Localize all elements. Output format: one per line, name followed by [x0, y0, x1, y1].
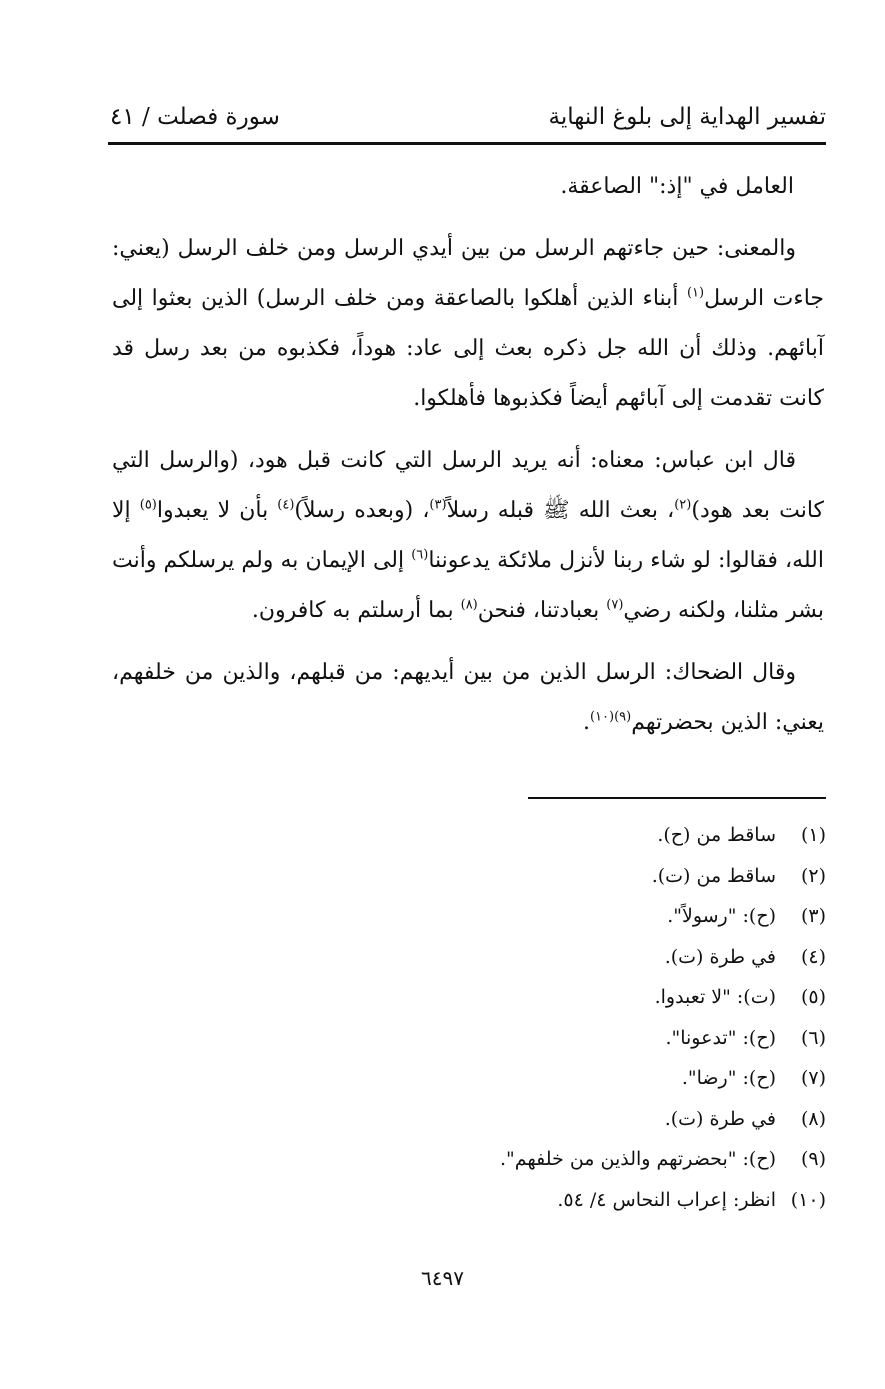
footnote-text: في طرة (ت). [664, 945, 776, 968]
footnote-item [300, 1018, 826, 1059]
footnote-text: في طرة (ت). [664, 1107, 776, 1130]
footnote-item [300, 896, 826, 937]
footnote-number: (٧) [800, 1067, 826, 1089]
footnote-text: (ح): "بحضرتهم والذين من خلفهم". [499, 1148, 776, 1170]
footnote-text: (ح): "تدعونا". [665, 1026, 776, 1049]
footnote-ref-8[interactable]: (٨) [460, 597, 478, 613]
paragraph-4: وقال الضحاك: الرسل الذين من بين أيديهم: من قبلهم، والذين من خلفهم، يعني: الذين بحضرتهم$^{(٩)(١٠)}$. [112, 660, 824, 735]
footnote-ref-2[interactable]: (٢) [674, 497, 692, 513]
footnote-number: (٢) [800, 864, 826, 887]
paragraph-1: العامل في "إذ:" الصاعقة. [560, 174, 794, 199]
running-header [110, 100, 826, 140]
footnote-item [300, 856, 826, 897]
header-divider [108, 142, 826, 145]
footnote-text: ساقط من (ت). [651, 864, 776, 887]
footnote-text: ساقط من (ح). [657, 824, 776, 846]
footnote-number: (٣) [800, 905, 826, 927]
footnote-number: (٨) [800, 1107, 826, 1130]
page-number: ٦٤٩٧ [421, 1266, 464, 1290]
paragraph-2: والمعنى: حين جاءتهم الرسل من بين أيدي الرسل ومن خلف الرسل (يعني: جاءت الرسل$^{(١)}$ أبناء الذين أهلكوا بالصاعقة ومن خلف الرسل) الذين بعثوا إلى آبائهم. وذلك أن الله جل ذكره بعث إلى عاد: هوداً، فكذبوه من بعد رسل قد كانت تقدمت إلى آبائهم أيضاً فكذبوها فأهلكوا. [112, 236, 824, 411]
footnote-item [300, 1058, 826, 1099]
footnote-number: (٩) [800, 1148, 826, 1170]
footnote-number: (١٠) [790, 1188, 826, 1211]
footnote-number: (٥) [800, 986, 826, 1008]
paragraph-3: قال ابن عباس: معناه: أنه يريد الرسل التي كانت قبل هود، (والرسل التي كانت بعد هود)$^{(٢)}$، بعث الله ﷺ قبله رسلاً$^{(٣)}$، (وبعده رسلاً)$^{(٤)}$ بأن لا يعبدوا$^{(٥)}$ إلا الله، فقالوا: لو شاء ربنا لأنزل ملائكة يدعوننا$^{(٦)}$ إلى الإيمان به ولم يرسلكم وأنت بشر مثلنا، ولكنه رضي$^{(٧)}$ بعبادتنا، فنحن$^{(٨)}$ بما أرسلتم به كافرون. [112, 448, 825, 623]
footnote-divider [528, 797, 826, 799]
footnote-item [300, 1180, 826, 1221]
footnote-item [300, 937, 826, 978]
footnote-number: (١) [800, 824, 826, 846]
footnote-ref-7[interactable]: (٧) [606, 597, 624, 613]
footnote-item [300, 1099, 826, 1140]
footnote-ref-3[interactable]: (٣) [429, 497, 447, 513]
footnote-number: (٤) [800, 945, 826, 968]
footnote-ref-1[interactable]: (١) [686, 285, 705, 301]
footnote-text: (ت): "لا تعبدوا. [654, 986, 776, 1008]
footnote-ref-5[interactable]: (٥) [139, 497, 157, 513]
footnote-text: (ح): "رضا". [681, 1067, 776, 1089]
footnote-number: (٦) [800, 1026, 826, 1049]
main-text [112, 162, 824, 760]
footnote-item [300, 815, 826, 856]
footnote-ref-9[interactable]: (٩) [614, 709, 632, 725]
book-title: تفسير الهداية إلى بلوغ النهاية [548, 104, 826, 130]
footnote-ref-10[interactable]: (١٠) [589, 709, 615, 725]
surah-label: سورة فصلت / ٤١ [110, 104, 280, 130]
footnote-ref-6[interactable]: (٦) [411, 547, 429, 563]
footnotes [300, 815, 826, 1220]
footnote-text: انظر: إعراب النحاس ٤/ ٥٤. [557, 1188, 776, 1211]
footnote-text: (ح): "رسولاً". [667, 905, 776, 927]
footnote-item [300, 977, 826, 1018]
footnote-ref-4[interactable]: (٤) [277, 497, 295, 513]
footnote-item [300, 1139, 826, 1180]
